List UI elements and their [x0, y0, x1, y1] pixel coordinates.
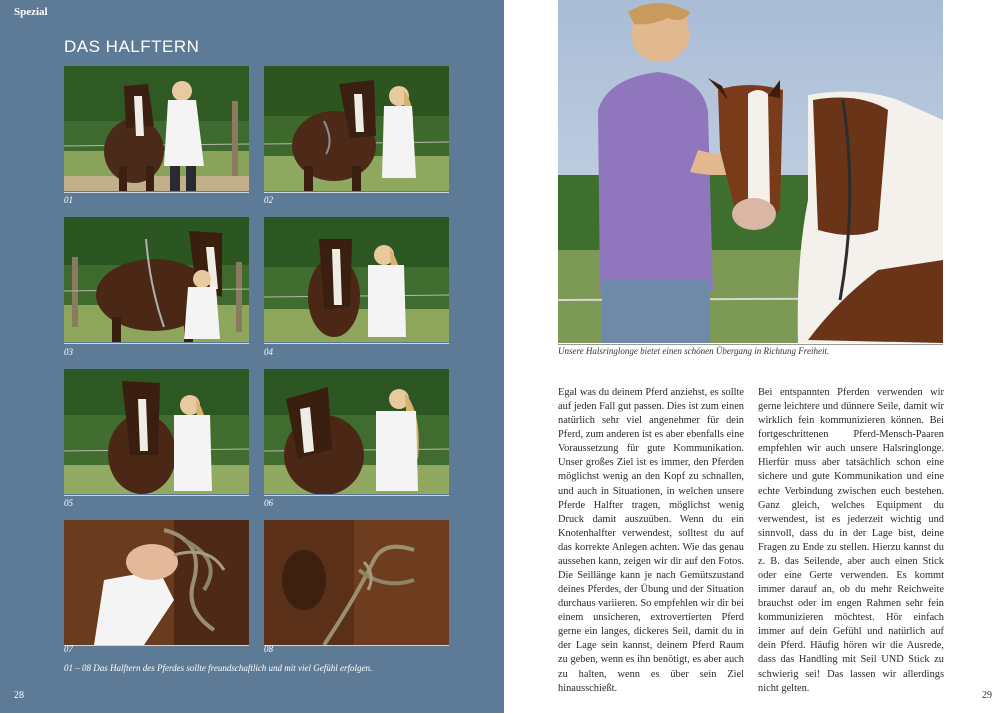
- body-column-2: [758, 386, 944, 696]
- page-title: DAS HALFTERN: [64, 37, 200, 56]
- photo-number: 01: [64, 195, 73, 205]
- photo-03: [64, 217, 249, 342]
- section-tag: Spezial: [14, 6, 48, 18]
- photo-05: [64, 369, 249, 494]
- photo-number: 05: [64, 498, 73, 508]
- photo-rule: [264, 192, 449, 193]
- photo-07: [64, 520, 249, 645]
- photo-number: 04: [264, 347, 273, 357]
- hero-photo: [558, 0, 943, 343]
- page-number-left: 28: [14, 690, 24, 701]
- hero-rule: [558, 344, 943, 345]
- photo-rule: [64, 495, 249, 496]
- photo-number: 07: [64, 644, 73, 654]
- photo-rule: [264, 645, 449, 646]
- photo-rule: [64, 192, 249, 193]
- body-paragraph: Bei entspannten Pferden verwenden wir gerne leichtere und dünnere Seile, damit wir wirklich fein kommunizieren können. Bei fortgeschrittenen Pferd-Mensch-Paaren empfehlen wir auch unsere Halsringlonge. Hierfür muss aber tatsächlich schon eine sichere und gute Kommunikation und eine echte Verbindung zwischen euch bestehen. Ganz gleich, welches Equipment du verwendest, ist es jederzeit wichtig und sinnvoll, dass du in der Lage bist, deine Fragen zu Ende zu stellen. Hierzu kannst du z. B. das Seilende, aber auch einen Stick oder eine Gerte verwenden. Es kommt immer darauf an, ob du mehr Reichweite brauchst oder im engen Rahmen sehr fein kommunizieren möchtest. Hör einfach immer auf dein Gefühl und natürlich auf dein Pferd. Häufig hören wir die Ausrede, dass das Handling mit Seil UND Stick zu schwierig sei! Das lassen wir allerdings nicht gelten.: [758, 387, 944, 694]
- photo-number: 03: [64, 347, 73, 357]
- photo-06: [264, 369, 449, 494]
- photo-01: [64, 66, 249, 191]
- body-column-1: [558, 386, 744, 696]
- photo-rule: [264, 343, 449, 344]
- photo-02: [264, 66, 449, 191]
- photo-series-caption: 01 – 08 Das Halftern des Pferdes sollte freundschaftlich und mit viel Gefühl erfolgen.: [64, 663, 373, 673]
- hero-caption: Unsere Halsringlonge bietet einen schönen Übergang in Richtung Freiheit.: [558, 346, 830, 356]
- photo-rule: [264, 495, 449, 496]
- body-paragraph: Egal was du deinem Pferd anziehst, es sollte auf jeden Fall gut passen. Dies ist zum einen natürlich sehr viel angenehmer für dein Pferd, zum anderen ist es aber ebenfalls eine Voraussetzung für gute Kommunikation. Unser großes Ziel ist es immer, den Pferden möglichst wenig an den Kopf zu schnallen, und auch in Situationen, in welchen unsere Pferde Halfter tragen, möglichst wenig Druck damit auszuüben. Wenn du ein Knotenhalfter verwendest, solltest du auf das korrekte Anlegen achten. Wie das genau aussehen kann, zeigen wir dir auf den Fotos. Die Seillänge kann je nach Gemütszustand deines Pferdes, der Übung und der Situation durchaus variieren. So empfehlen wir dir bei einem unsicheren, extrovertierten Pferd gerne ein langes, dickeres Seil, damit du in der Lage sein kannst, deinem Pferd Raum zu geben, wenn es ihn benötigt, es aber auch zu halten, wenn es über sein Ziel hinausschießt.: [558, 387, 744, 694]
- photo-rule: [64, 645, 249, 646]
- photo-number: 08: [264, 644, 273, 654]
- photo-rule: [64, 343, 249, 344]
- photo-number: 02: [264, 195, 273, 205]
- photo-08: [264, 520, 449, 645]
- photo-number: 06: [264, 498, 273, 508]
- page-number-right: 29: [982, 690, 992, 701]
- photo-04: [264, 217, 449, 342]
